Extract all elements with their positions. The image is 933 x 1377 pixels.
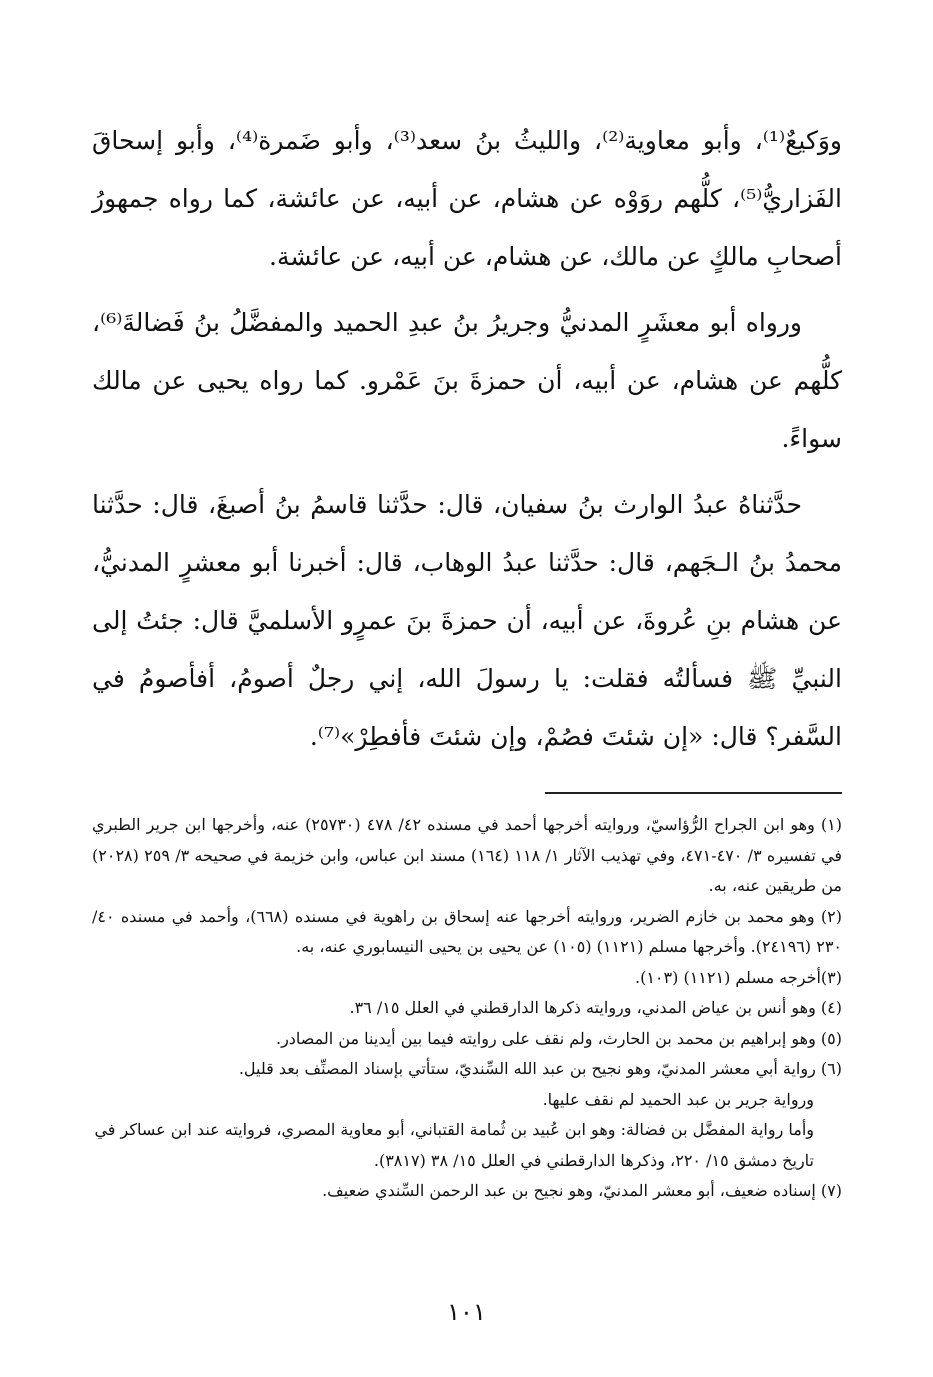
footnote-divider (545, 792, 842, 794)
footnotes (92, 810, 842, 1207)
footnote-6 (92, 1054, 842, 1085)
main-text (92, 112, 842, 766)
footnote-text: أخرجه مسلم (١١٢١) (١٠٣). (635, 967, 821, 987)
footnote-1 (92, 810, 842, 902)
paragraph-1: ووَكيعٌ⁽¹⁾، وأبو معاوية⁽²⁾، والليثُ بنُ سعد⁽³⁾، وأبو ضَمرة⁽⁴⁾، وأبو إسحاقَ الفَزاريُّ⁽⁵⁾، كلُّهم روَوْه عن هشام، عن أبيه، عن عائشة، كما رواه جمهورُ أصحابِ مالكٍ عن مالك، عن هشام، عن أبيه، عن عائشة. (92, 126, 842, 271)
footnote-7 (92, 1176, 842, 1207)
footnote-number: (٧) (820, 1181, 842, 1200)
paragraph-3: حدَّثناهُ عبدُ الوارث بنُ سفيان، قال: حدَّثنا قاسمُ بنُ أصبغَ، قال: حدَّثنا محمدُ بنُ الـجَهم، قال: حدَّثنا عبدُ الوهاب، قال: أخبرنا أبو معشرٍ المدنيُّ، عن هشام بنِ عُروةَ، عن أبيه، أن حمزةَ بنَ عمرٍو الأسلميَّ قال: جئتُ إلى النبيِّ ﷺ فسألتُه فقلت: يا رسولَ الله، إني رجلٌ أصومُ، أفأصومُ في السَّفر؟ قال: «إن شئتَ فصُمْ، وإن شئتَ فأفطِرْ»⁽⁷⁾. (92, 490, 842, 751)
footnote-number: (٣) (820, 967, 842, 987)
footnote-number: (٤) (820, 998, 842, 1017)
page (92, 112, 842, 1207)
footnote-6-continuation-1: ورواية جرير بن عبد الحميد لم نقف عليها. (542, 1089, 814, 1109)
footnote-text: رواية أبي معشر المدنيّ، وهو نجيح بن عبد الله السِّنديّ، ستأتي بإسناد المصنِّف بعد قليل. (238, 1059, 816, 1078)
footnote-text: وهو أنس بن عياض المدني، وروايته ذكرها الدارقطني في العلل ١٥/ ٣٦. (349, 998, 816, 1017)
footnote-text: وهو محمد بن خازم الضرير، وروايته أخرجها عنه إسحاق بن راهوية في مسنده (٦٦٨)، وأحمد في مسنده ٤٠/ ٢٣٠ (٢٤١٩٦). وأخرجها مسلم (١١٢١) (١٠٥) عن يحيى بن يحيى النيسابوري عنه، به. (92, 906, 842, 956)
footnote-number: (٢) (820, 906, 842, 926)
footnote-4 (92, 993, 842, 1024)
footnote-text: وهو ابن الجراح الرُّؤاسيّ، وروايته أخرجها أحمد في مسنده ٤٢/ ٤٧٨ (٢٥٧٣٠) عنه، وأخرجها ابن جرير الطبري في تفسيره ٣/ ٤٧٠-٤٧١، وفي تهذيب الآثار ١/ ١١٨ (١٦٤) مسند ابن عباس، وابن خزيمة في صحيحه ٣/ ٢٥٩ (٢٠٢٨) من طريقين عنه، به. (92, 815, 843, 895)
page-number: ١٠١ (447, 1298, 486, 1326)
footnote-3 (92, 963, 842, 994)
paragraph-2: ورواه أبو معشَرٍ المدنيُّ وجريرُ بنُ عبدِ الحميد والمفضَّلُ بنُ فَضالةَ⁽⁶⁾، كلُّهم عن هشام، عن أبيه، أن حمزةَ بنَ عَمْرو. كما رواه يحيى عن مالك سواءً. (92, 308, 842, 453)
footnote-text: إسناده ضعيف، أبو معشر المدنيّ، وهو نجيح بن عبد الرحمن السِّندي ضعيف. (322, 1181, 816, 1200)
footnote-6-continuation-2: وأما رواية المفضَّل بن فضالة: وهو ابن عُبيد بن ثُمامة القتباني، أبو معاوية المصري، فروايته عند ابن عساكر في تاريخ دمشق ١٥/ ٢٢٠، وذكرها الدارقطني في العلل ١٥/ ٣٨ (٣٨١٧). (94, 1120, 814, 1170)
footnote-2 (92, 902, 842, 963)
footnote-number: (٦) (820, 1059, 842, 1078)
footnote-number: (١) (820, 815, 843, 834)
footnote-5 (92, 1024, 842, 1055)
footnote-number: (٥) (820, 1028, 842, 1048)
footnote-text: وهو إبراهيم بن محمد بن الحارث، ولم نقف على روايته فيما بين أيدينا من المصادر. (275, 1028, 816, 1048)
